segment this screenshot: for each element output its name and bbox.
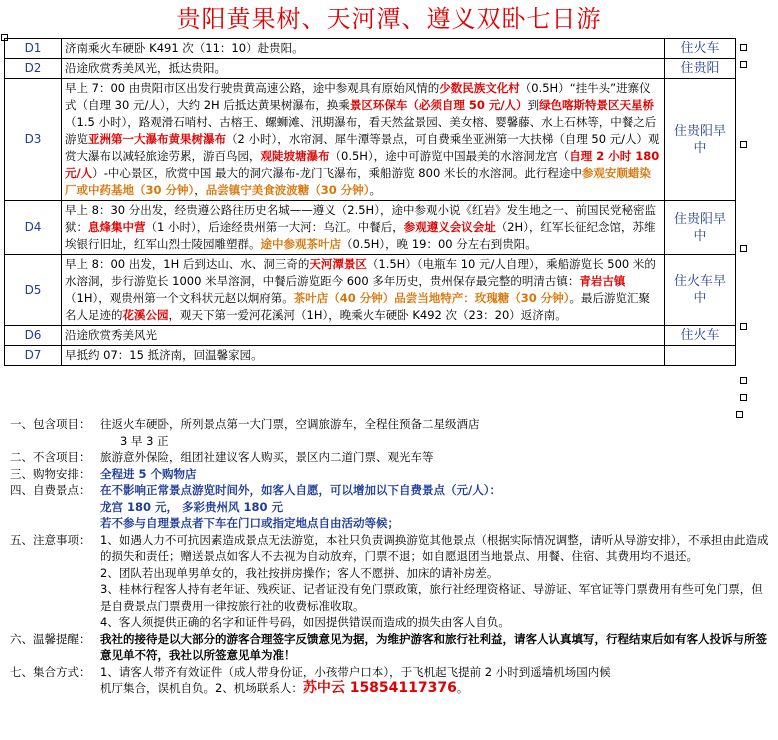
page-title: 贵阳黄果树、天河潭、遵义双卧七日游 bbox=[176, 5, 602, 33]
day-description: 早抵约 07：15 抵济南，回温馨家园。 bbox=[62, 346, 665, 366]
day-description: 早上 8：30 分出发，经贵遵公路往历史名城——遵义（2.5H），途中参观小说《红岩》发生地之一、前国民党秘密监狱：息烽集中营（1 小时），后途经贵州第一大河：乌江。中餐后，参观遵义会议会址（2H），红军长征纪念馆，苏维埃银行旧址，红军山烈士陵园雕塑群。途中参观茶叶店（0.5H），晚 19：00 分左右到贵阳。 bbox=[62, 201, 665, 255]
contact-phone: 苏中云 15854117376 bbox=[302, 680, 457, 696]
stay-info: 住贵阳早中 bbox=[665, 79, 736, 201]
table-row bbox=[5, 346, 736, 366]
table-row bbox=[5, 201, 736, 255]
note-self-pay: 四、自费景点： 在不影响正常景点游览时间外，如客人自愿，可以增加以下自费景点（元/人）： 龙宫 180 元， 多彩贵州风 180 元 若不参与自理景点者下车在门口或指定地点自由活动等候； bbox=[10, 483, 501, 530]
row-end-marker bbox=[740, 44, 747, 51]
stay-info: 住贵阳 bbox=[665, 59, 736, 79]
table-row bbox=[5, 79, 736, 201]
stay-info: 住贵阳早中 bbox=[665, 201, 736, 255]
note-gathering: 七、集合方式： 1、请客人带齐有效证件（成人带身份证，小孩带户口本），于飞机起飞提前 2 小时到遥墙机场国内候 机厅集合，误机自负。2、机场联系人：苏中云 15854117376。 bbox=[10, 664, 611, 696]
note-include: 一、包含项目： 往返火车硬卧，所列景点第一大门票，空调旅游车，全程住预备二星级酒店 bbox=[10, 417, 480, 431]
note-shopping: 三、购物安排： 全程进 5 个购物店 bbox=[10, 466, 197, 481]
row-end-marker bbox=[740, 245, 747, 252]
note-include-meals: 3 早 3 正 bbox=[120, 433, 169, 448]
stay-info: 住火车 bbox=[665, 39, 736, 59]
day-label: D5 bbox=[5, 255, 62, 326]
day-description: 早上 7：00 由贵阳市区出发行驶贵黄高速公路，途中参观具有原始风情的少数民族文化村（0.5H）“挂牛头”进寨仪式（自理 30 元/人），大约 2H 后抵达黄果树瀑布，换乘景区环保车（必须自理 50 元/人）到绿色喀斯特景区天星桥（1.5 小时），路观滑石哨村、古榕王、螺蛳滩、汛期瀑布，看天然盆景园、美女榕、婴馨藤、水上石林等，中餐之后游览亚洲第一大瀑布黄果树瀑布（2 小时），水帘洞、犀牛潭等景点，可自费乘坐亚洲第一大扶梯（自理 50 元/人）观赏大瀑布以减轻旅途劳累，游百鸟园，观陡坡塘瀑布（0.5H），途中可游览中国最美的水溶洞龙宫（自理 2 小时 180 元/人）-中心景区，欣赏中国 最大的洞穴瀑布-龙门飞瀑布，乘船游览 800 米长的水溶洞。此行程途中参观安顺蜡染厂或中药基地（30 分钟），品尝镇宁美食波波糖（30 分钟）。 bbox=[62, 79, 665, 201]
table-row bbox=[5, 255, 736, 326]
note-reminder: 六、温馨提醒： 我社的接待是以大部分的游客合理签字反馈意见为据，为维护游客和旅行社利益，请客人认真填写，行程结束后如有客人投诉与所签意见单不符，我社以所签意见单为准！ bbox=[10, 631, 767, 662]
stay-info: 住火车 bbox=[665, 326, 736, 346]
note-exclude: 二、不含项目： 旅游意外保险，组团社建议客人购买，景区内二道门票、观光车等 bbox=[10, 450, 434, 464]
day-label: D2 bbox=[5, 59, 62, 79]
day-description: 沿途欣赏秀美风光，抵达贵阳。 bbox=[62, 59, 665, 79]
day-label: D6 bbox=[5, 326, 62, 346]
note-attention: 五、注意事项： 1、如遇人力不可抗因素造成景点无法游览，本社只负责调换游览其他景点（根据实际情况调整，请听从导游安排），不承担由此造成的损失和责任；赠送景点如客人不去视为自动放弃，门票不退；如自愿退团当地景点、用餐、住宿、其费用均不退还。 2、团队若出现单男单女的，我社按拼房操作；客人不愿拼、加床的请补房差。 3、桂林行程客人持有老年证、残疾证、记者证没有免门票政策，旅行社经理资格证、导游证、军官证等门票费用有些可免门票，但是自费景点门票费用一律按旅行社的收费标准收取。 4、客人须提供正确的名字和证件号码，如因提供错误而造成的损失由客人自负。 bbox=[10, 532, 769, 629]
notes-section bbox=[10, 416, 770, 697]
row-end-marker bbox=[740, 61, 747, 68]
day-description: 沿途欣赏秀美风光 bbox=[62, 326, 665, 346]
day-label: D1 bbox=[5, 39, 62, 59]
day-label: D7 bbox=[5, 346, 62, 366]
stay-info bbox=[665, 346, 736, 366]
row-end-marker bbox=[740, 394, 747, 401]
row-end-marker bbox=[740, 141, 747, 148]
day-description: 早上 8：00 出发，1H 后到达山、水、洞三奇的天河潭景区（1.5H）（电瓶车 10 元/人自理），乘船游览长 500 米的水溶洞，步行游览长 1000 米旱溶洞，中餐后游览距今 600 多年历史，贵州保存最完整的明清古镇：青岩古镇（1H），观贵州第一个文科状元赵以炯府第。茶叶店（40 分钟）品尝当地特产：玫瑰糖（30 分钟）。最后游览汇聚名人足迹的花溪公园，观天下第一爱河花溪河（1H），晚乘火车硬卧 K492 次（23：20）返济南。 bbox=[62, 255, 665, 326]
row-end-marker bbox=[740, 323, 747, 330]
row-end-marker bbox=[740, 377, 747, 384]
table-row bbox=[5, 326, 736, 346]
table-row bbox=[5, 59, 736, 79]
itinerary-table bbox=[4, 38, 736, 366]
day-label: D3 bbox=[5, 79, 62, 201]
stay-info: 住火车早中 bbox=[665, 255, 736, 326]
table-row bbox=[5, 39, 736, 59]
day-description: 济南乘火车硬卧 K491 次（11：10）赴贵阳。 bbox=[62, 39, 665, 59]
day-label: D4 bbox=[5, 201, 62, 255]
